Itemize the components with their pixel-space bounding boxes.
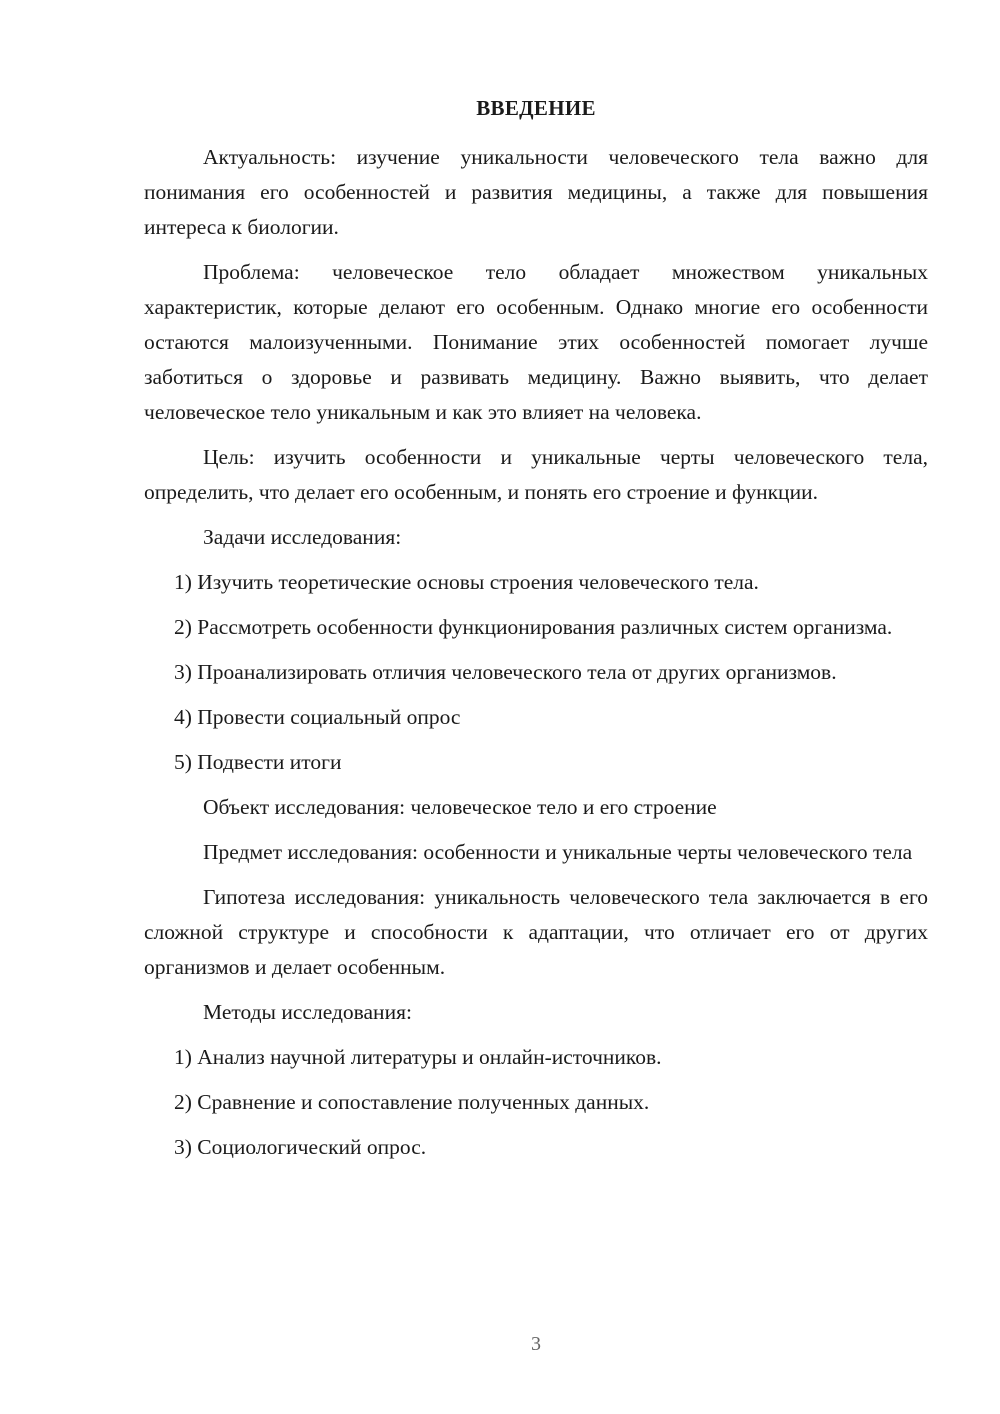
methods-heading: Методы исследования: xyxy=(203,1000,412,1024)
goal-paragraph: Цель: изучить особенности и уникальные черты человеческого тела, определить, что делает его особенным, и понять его строение и функции. xyxy=(144,445,928,504)
page-number: 3 xyxy=(531,1333,541,1355)
task-item: 2) Рассмотреть особенности функционирования различных систем организма. xyxy=(174,615,893,639)
method-item: 2) Сравнение и сопоставление полученных данных. xyxy=(174,1090,650,1114)
section-heading: ВВЕДЕНИЕ xyxy=(476,96,596,120)
task-item: 4) Провести социальный опрос xyxy=(174,705,461,729)
problem-paragraph: Проблема: человеческое тело обладает множеством уникальных характеристик, которые делают его особенным. Однако многие его особенности остаются малоизученными. Понимание этих особенностей помогает лучше заботиться о здоровье и развивать медицину. Важно выявить, что делает человеческое тело уникальным и как это влияет на человека. xyxy=(144,260,928,424)
task-item: 1) Изучить теоретические основы строения человеческого тела. xyxy=(174,570,759,594)
object-paragraph: Объект исследования: человеческое тело и его строение xyxy=(203,795,717,819)
relevance-paragraph: Актуальность: изучение уникальности человеческого тела важно для понимания его особенностей и развития медицины, а также для повышения интереса к биологии. xyxy=(144,145,928,239)
task-item: 3) Проанализировать отличия человеческого тела от других организмов. xyxy=(174,660,837,684)
tasks-heading: Задачи исследования: xyxy=(203,525,402,549)
method-item: 3) Социологический опрос. xyxy=(174,1135,427,1159)
page-body xyxy=(144,140,928,1175)
hypothesis-paragraph: Гипотеза исследования: уникальность человеческого тела заключается в его сложной структуре и способности к адаптации, что отличает его от других организмов и делает особенным. xyxy=(144,885,928,979)
task-item: 5) Подвести итоги xyxy=(174,750,342,774)
subject-paragraph: Предмет исследования: особенности и уникальные черты человеческого тела xyxy=(203,840,913,864)
method-item: 1) Анализ научной литературы и онлайн-источников. xyxy=(174,1045,662,1069)
